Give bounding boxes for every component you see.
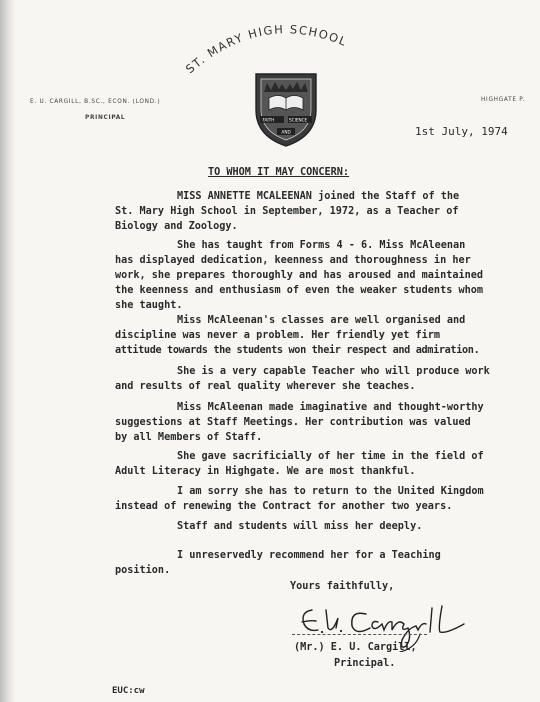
paragraph-3: Miss McAleenan's classes are well organised and discipline was never a problem. Her friendly yet firm attitude towards the students won their respect and admiration. <box>115 315 480 356</box>
paragraph-7: I am sorry she has to return to the United Kingdom instead of renewing the Contract for another two years. <box>115 486 484 512</box>
motto-bottom: AND <box>281 129 291 135</box>
paragraph-6: She gave sacrificially of her time in the field of Adult Literacy in Highgate. We are most thankful. <box>115 451 484 477</box>
closing: Yours faithfully, <box>290 581 395 592</box>
paragraph-1: MISS ANNETTE MCALEENAN joined the Staff of the St. Mary High School in September, 1972, as a Teacher of Biology and Zoology. <box>115 191 460 232</box>
principal-credentials: E. U. CARGILL, B.SC., ECON. (LOND.) <box>30 99 161 105</box>
paragraph-5: Miss McAleenan made imaginative and thought-worthy suggestions at Staff Meetings. Her contribution was valued by all Members of Staff. <box>115 402 484 443</box>
signatory-name: (Mr.) E. U. Cargill, <box>294 642 417 653</box>
school-crest-icon <box>248 70 324 148</box>
paragraph-2: She has taught from Forms 4 - 6. Miss McAleenan has displayed dedication, keenness and thoroughness in her work, she prepares thoroughly and has aroused and maintained the keenness and enthusiasm of even the weaker students whom she taught. <box>115 240 484 311</box>
principal-role: PRINCIPAL <box>85 115 126 121</box>
motto-right: SCIENCE <box>289 117 308 123</box>
school-name-arc <box>150 6 400 76</box>
school-location: HIGHGATE P. <box>481 97 526 103</box>
paragraph-8: Staff and students will miss her deeply. <box>177 521 423 532</box>
motto-left: FAITH <box>262 117 275 123</box>
salutation: TO WHOM IT MAY CONCERN: <box>208 167 350 178</box>
school-name: ST. MARY HIGH SCHOOL <box>182 22 350 76</box>
signature-line <box>292 634 427 635</box>
paragraph-9: I unreservedly recommend her for a Teaching position. <box>115 550 441 576</box>
letter-date: 1st July, 1974 <box>415 125 508 138</box>
reference-initials: EUC:cw <box>112 686 145 696</box>
signatory-title: Principal. <box>334 658 396 669</box>
paragraph-4: She is a very capable Teacher who will produce work and results of real quality wherever she teaches. <box>115 366 490 392</box>
page-edge-shadow <box>0 0 16 702</box>
